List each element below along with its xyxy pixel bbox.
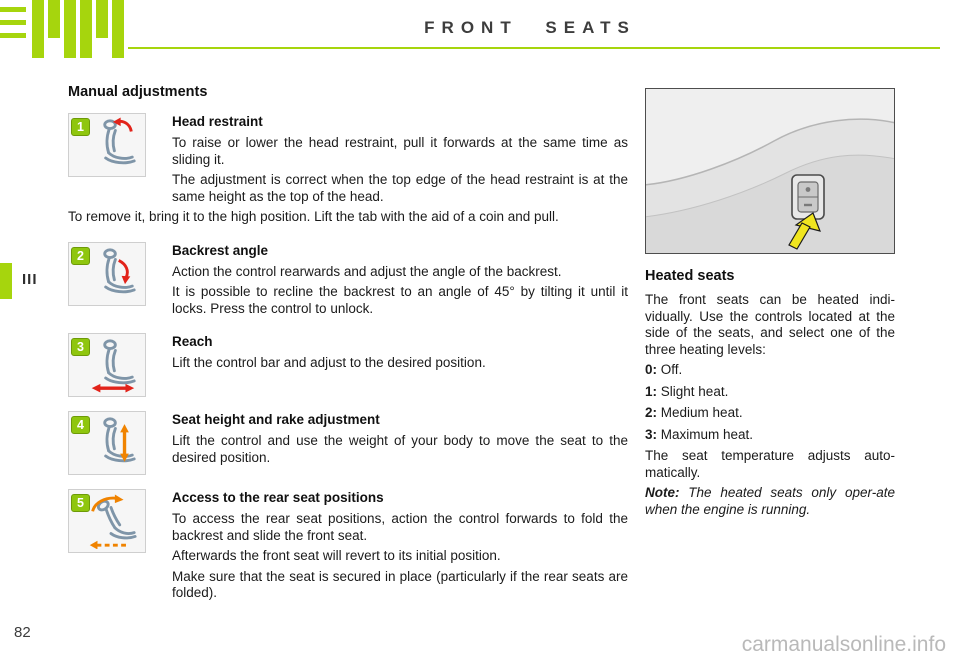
section-reach bbox=[68, 333, 628, 397]
paragraph: To raise or lower the head restraint, pull it forwards at the same time as sliding it. bbox=[172, 135, 628, 167]
note-text: The heated seats only oper-ate when the engine is running. bbox=[645, 485, 895, 517]
manual-adjustments-heading: Manual adjustments bbox=[68, 84, 208, 100]
heat-level-3 bbox=[645, 427, 895, 444]
deco-bar bbox=[64, 0, 76, 58]
heat-level-text: Medium heat. bbox=[660, 405, 743, 420]
deco-bar bbox=[48, 0, 60, 38]
manual-adjustments-column bbox=[68, 84, 628, 606]
step-badge: 5 bbox=[71, 494, 90, 512]
paragraph: The front seats can be heated indi-vidually. Use the controls located at the side of the seats, and select one of the three heating levels: bbox=[645, 292, 895, 357]
deco-bar bbox=[32, 0, 44, 58]
paragraph: Make sure that the seat is secured in place (particularly if the rear seats are folded). bbox=[172, 568, 628, 600]
section-head-restraint bbox=[68, 113, 628, 209]
section-seat-height bbox=[68, 411, 628, 475]
paragraph: The adjustment is correct when the top edge of the head restraint is at the same height as the top of the head. bbox=[172, 172, 628, 204]
heated-seat-control-illustration bbox=[645, 88, 895, 254]
note-label: Note: bbox=[645, 485, 680, 500]
paragraph: Lift the control bar and adjust to the desired position. bbox=[172, 355, 486, 370]
watermark: carmanualsonline.info bbox=[741, 633, 946, 656]
paragraph: Afterwards the front seat will revert to its initial position. bbox=[172, 548, 501, 563]
deco-bar bbox=[0, 33, 26, 38]
heat-level-label: 2: bbox=[645, 405, 658, 420]
note-paragraph bbox=[645, 485, 895, 518]
reach-seat-icon bbox=[68, 333, 146, 397]
paragraph: To access the rear seat positions, action the control forwards to fold the backrest and slide the front seat. bbox=[172, 511, 628, 543]
paragraph: It is possible to recline the backrest to an angle of 45° by tilting it until it locks. Press the control to unlock. bbox=[172, 284, 628, 316]
heat-level-text: Off. bbox=[660, 362, 683, 377]
title-rule bbox=[128, 47, 940, 49]
page-number: 82 bbox=[14, 624, 31, 641]
chapter-label: III bbox=[22, 271, 38, 288]
heat-level-1 bbox=[645, 384, 895, 401]
page-title: FRONT SEATS bbox=[424, 18, 636, 37]
heat-level-label: 3: bbox=[645, 426, 658, 442]
section-backrest-angle bbox=[68, 242, 628, 322]
seat-height-seat-icon bbox=[68, 411, 146, 475]
section-rear-access bbox=[68, 489, 628, 606]
heat-level-label: 1: bbox=[645, 383, 658, 399]
heat-level-2 bbox=[645, 405, 895, 422]
heat-level-label: 0: bbox=[645, 362, 658, 377]
step-badge: 4 bbox=[71, 416, 90, 434]
deco-bar bbox=[80, 0, 92, 58]
section-title: Access to the rear seat positions bbox=[172, 490, 384, 505]
deco-bar bbox=[96, 0, 108, 38]
heat-level-text: Slight heat. bbox=[660, 383, 729, 399]
section-title: Backrest angle bbox=[172, 242, 269, 258]
section-title: Reach bbox=[172, 334, 213, 349]
rear-access-seat-icon bbox=[68, 489, 146, 553]
step-badge: 2 bbox=[71, 247, 90, 265]
heat-level-text: Maximum heat. bbox=[660, 426, 754, 442]
heated-seats-heading: Heated seats bbox=[645, 268, 735, 284]
paragraph: Lift the control and use the weight of your body to move the seat to the desired position. bbox=[172, 433, 628, 465]
chapter-edge-marker bbox=[0, 263, 12, 299]
head-restraint-seat-icon bbox=[68, 113, 146, 177]
step-badge: 1 bbox=[71, 118, 90, 136]
paragraph: Action the control rearwards and adjust the angle of the backrest. bbox=[172, 263, 562, 279]
section-title: Seat height and rake adjustment bbox=[172, 412, 380, 427]
deco-bar bbox=[0, 20, 26, 25]
paragraph: To remove it, bring it to the high position. Lift the tab with the aid of a coin and pull. bbox=[68, 209, 559, 224]
deco-bar bbox=[0, 7, 26, 12]
section-title: Head restraint bbox=[172, 114, 263, 129]
heat-level-0 bbox=[645, 362, 895, 379]
backrest-angle-seat-icon bbox=[68, 242, 146, 306]
paragraph: The seat temperature adjusts auto-matically. bbox=[645, 448, 895, 480]
deco-bar bbox=[112, 0, 124, 58]
heated-seats-column bbox=[645, 88, 895, 518]
step-badge: 3 bbox=[71, 338, 90, 356]
